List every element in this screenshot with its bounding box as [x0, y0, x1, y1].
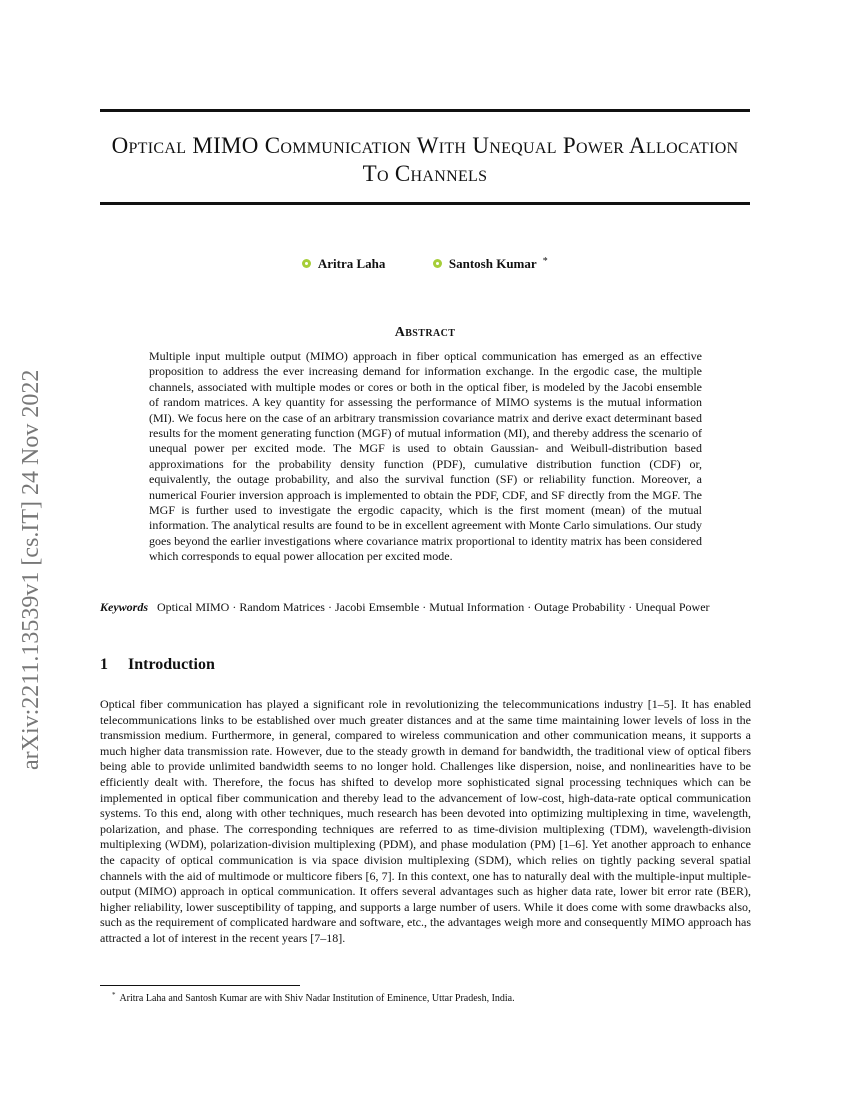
footnote-mark: * — [112, 991, 116, 999]
keywords — [100, 600, 750, 615]
author — [302, 256, 385, 272]
footnote-rule — [100, 985, 300, 986]
author-footnote-mark: * — [542, 256, 548, 267]
arxiv-stamp: arXiv:2211.13539v1 [cs.IT] 24 Nov 2022 — [18, 369, 44, 770]
section-number: 1 — [100, 656, 108, 673]
author-name: Aritra Laha — [317, 256, 386, 271]
keywords-label: Keywords — [100, 600, 148, 614]
section-title: Introduction — [128, 656, 215, 673]
orcid-icon[interactable] — [302, 259, 311, 268]
abstract-heading: Abstract — [394, 325, 456, 340]
author — [433, 256, 548, 272]
title-top-rule — [100, 109, 750, 112]
orcid-icon[interactable] — [433, 259, 442, 268]
author-name: Santosh Kumar — [448, 256, 537, 271]
abstract-text: Multiple input multiple output (MIMO) approach in fiber optical communication has emerged as an effective proposition to address the ever increasing demand for information exchange. In the ergodic case, the multiple channels, associated with multiple modes or cores or both in the optical fiber, is modeled by the Jacobi ensemble of random matrices. A key quantity for assessing the performance of MIMO systems is the mutual information (MI). We focus here on the case of an arbitrary transmission covariance matrix and derive exact determinant based results for the moment generating function (MGF) of mutual information (MI), and thereby address the scenario of unequal power per excited mode. The MGF is used to obtain Gaussian- and Weibull-distribution based approximations for the probability density function (PDF), cumulative distribution function (CDF) or, equivalently, the outage probability, and also the survival function (SF) or reliability function. Moreover, a numerical Fourier inversion approach is implemented to obtain the PDF, CDF, and SF directly from the MGF. The MGF is further used to investigate the ergodic capacity, which is the first moment (mean) of the mutual information. The analytical results are found to be in excellent agreement with Monte Carlo simulations. Our study goes beyond the earlier investigations where covariance matrix proportional to identity matrix has been considered which corresponds to equal power allocation per excited mode. — [149, 349, 702, 564]
section-heading — [100, 656, 215, 674]
footnote — [112, 991, 515, 1004]
title-bottom-rule — [100, 202, 750, 205]
keywords-text: Optical MIMO · Random Matrices · Jacobi Emsemble · Mutual Information · Outage Probability · Unequal Power — [157, 600, 710, 614]
author-list — [0, 256, 850, 272]
footnote-text: Aritra Laha and Santosh Kumar are with Shiv Nadar Institution of Eminence, Uttar Pradesh, India. — [119, 993, 515, 1004]
paper-title: Optical MIMO Communication With Unequal Power Allocation To Channels — [111, 133, 739, 186]
introduction-paragraph: Optical fiber communication has played a significant role in revolutionizing the telecommunications industry [1–5]. It has enabled telecommunications links to be established over much greater distances and at the same time maintaining lower levels of loss in the transmission medium. Furthermore, in general, compared to wireless communication and other communication means, it supports a much higher data transmission rate. However, due to the steady growth in demand for bandwidth, the traditional view of optical fibers being able to provide unlimited bandwidth seems to no longer hold. Challenges like dispersion, noise, and nonlinearities have to be efficiently dealt with. Therefore, the focus has shifted to develop more sophisticated signal processing techniques which can be implemented in optical fiber communication and thereby lead to the advancement of low-cost, high-data-rate optical communication systems. To this end, along with other techniques, much research has been devoted into optimizing multiplexing in time, wavelength, polarization, and phase. The corresponding techniques are referred to as time-division multiplexing (TDM), wavelength-division multiplexing (WDM), polarization-division multiplexing (PDM), and phase modulation (PM) [1–6]. Yet another approach to enhance the capacity of optical communication is via space division multiplexing (SDM), which relies on tightly packing several spatial channels with the aid of multimode or multicore fibers [6, 7]. In this context, one has to naturally deal with the multiple-input multiple-output (MIMO) approach in optical communication. It offers several advantages such as higher data rate, lower bit error rate (BER), higher reliability, lower susceptibility of tapping, and supports a large number of users. While it does come with some drawbacks also, such as the requirement of complicated hardware and software, etc., the advantages weigh more and consequently MIMO approach has attracted a lot of interest in the recent years [7–18]. — [100, 697, 751, 945]
